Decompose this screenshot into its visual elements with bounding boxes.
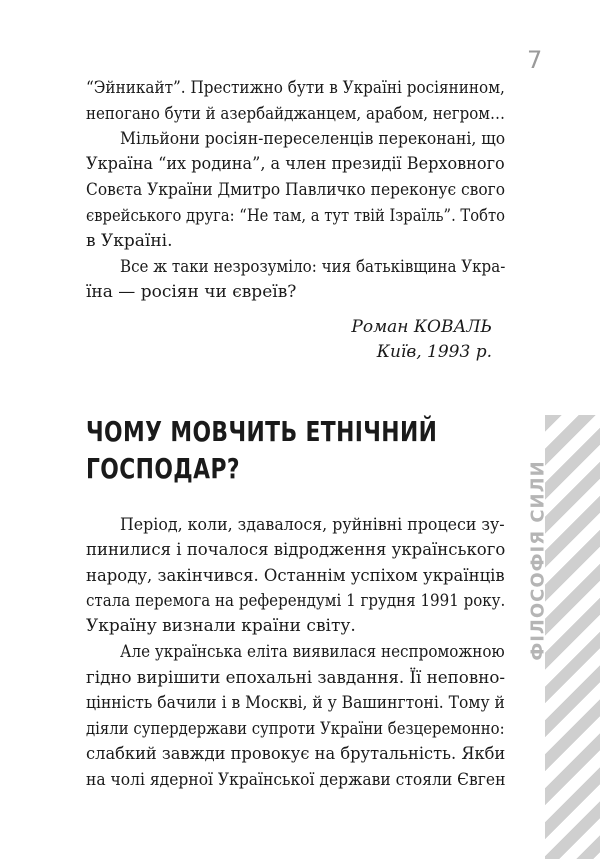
text-line: єврейського друга: “Не там, а тут твій Ізраїль”. Тобто xyxy=(86,206,505,226)
text-line: стала перемога на референдумі 1 грудня 1991 року. xyxy=(86,591,506,611)
text-line: Але українська еліта виявилася неспроможною xyxy=(120,642,505,662)
page-number: 7 xyxy=(527,46,543,74)
side-tab-label: ФІЛОСОФІЯ СИЛИ xyxy=(527,459,549,661)
text-line: пинилися і почалося відродження українського xyxy=(86,540,506,560)
text-line: народу, закінчився. Останнім успіхом українців xyxy=(86,566,505,586)
text-line: Україну визнали країни світу. xyxy=(86,616,356,636)
text-line: їна — росіян чи євреїв? xyxy=(86,282,297,302)
text-line: гідно вирішити епохальні завдання. Її неповно- xyxy=(86,668,506,688)
side-stripe-band xyxy=(545,415,600,859)
text-line: діяли супердержави супроти України безцеремонно: xyxy=(86,719,505,739)
text-line: Мільйони росіян-переселенців переконані, що xyxy=(120,129,506,149)
text-line: в Україні. xyxy=(86,231,173,251)
side-tab xyxy=(527,459,549,661)
text-line: непогано бути й азербайджанцем, арабом, негром… xyxy=(86,104,506,124)
text-line: на чолі ядерної Української держави стояли Євген xyxy=(86,770,506,790)
text-line: Совєта України Дмитро Павличко переконує свого xyxy=(86,180,506,200)
text-line: Період, коли, здавалося, руйнівні процеси зу- xyxy=(120,515,505,535)
heading-line: ЧОМУ МОВЧИТЬ ЕТНІЧНИЙ xyxy=(86,415,438,448)
text-line: Все ж таки незрозуміло: чия батьківщина Укра- xyxy=(120,257,506,277)
heading-line: ГОСПОДАР? xyxy=(86,452,240,485)
text-line: цінність бачили і в Москві, й у Вашингтоні. Тому й xyxy=(86,693,505,713)
author-name: Роман КОВАЛЬ xyxy=(351,317,492,337)
text-line: “Эйникайт”. Престижно бути в Україні росіянином, xyxy=(86,78,505,98)
place-date: Київ, 1993 р. xyxy=(376,342,492,362)
text-line: слабкий завжди провокує на брутальність. Якби xyxy=(86,744,506,764)
text-line: Україна “их родина”, а член президії Верховного xyxy=(86,154,505,174)
